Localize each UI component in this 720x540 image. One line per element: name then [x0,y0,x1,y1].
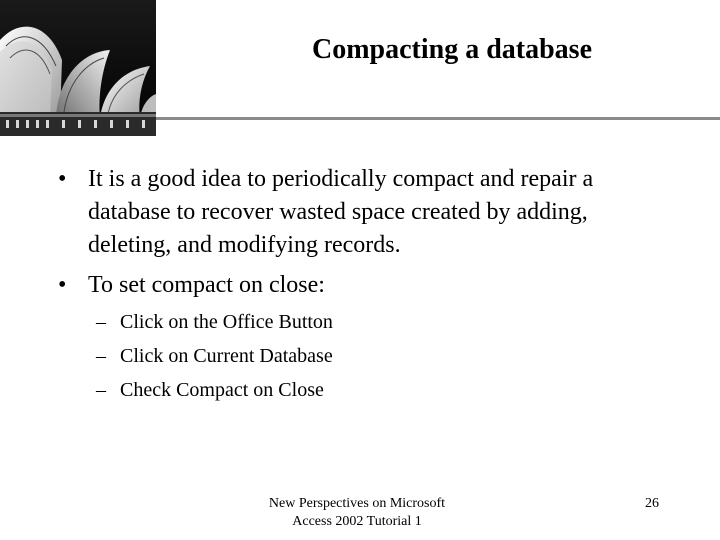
subbullet-text: Click on Current Database [120,345,333,367]
subbullet-marker: – [96,345,106,367]
slide-title: Compacting a database [311,34,592,65]
header-divider [156,117,720,120]
subbullet-marker: – [96,311,106,333]
page-number: 26 [645,496,659,511]
bullet-list [58,163,658,309]
subbullet-list [96,308,656,410]
subbullet-text: Click on the Office Button [120,311,333,333]
subbullet-item [96,376,656,404]
bullet-item [58,269,658,302]
bullet-item [58,163,658,262]
bullet-text: It is a good idea to periodically compact and repair a database to recover wasted space created by adding, deleting, and modifying records. [88,166,594,258]
footer-line: Access 2002 Tutorial 1 [292,514,422,529]
subbullet-text: Check Compact on Close [120,379,324,401]
bullet-marker: • [58,272,67,298]
subbullet-marker: – [96,379,106,401]
subbullet-item [96,308,656,336]
header-photo-opera-house [0,0,156,136]
bullet-marker: • [58,166,67,192]
bullet-text: To set compact on close: [88,272,325,298]
subbullet-item [96,342,656,370]
footer-caption [246,495,468,531]
footer-line: New Perspectives on Microsoft [268,496,446,511]
